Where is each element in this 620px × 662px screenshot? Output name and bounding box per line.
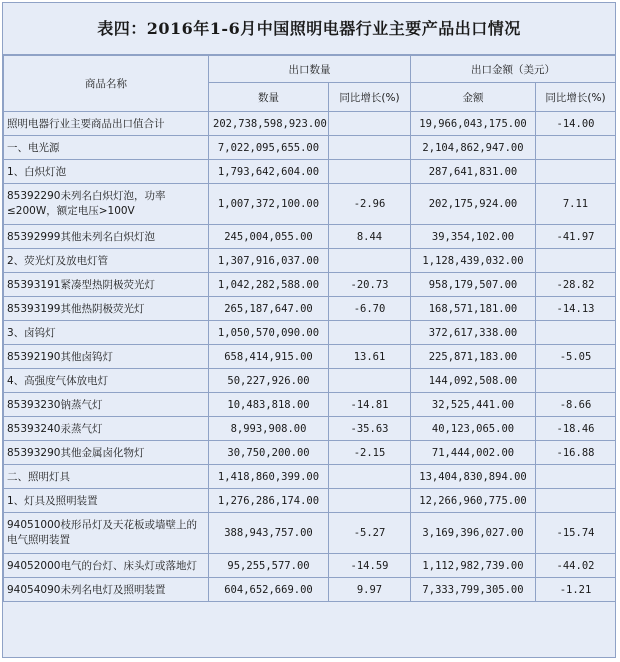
table-row: [4, 249, 616, 273]
amount-cell: 168,571,181.00: [411, 297, 536, 321]
quantity-growth-cell: -35.63: [329, 417, 411, 441]
quantity-cell: 604,652,669.00: [209, 578, 329, 602]
product-name-cell: 94052000电气的台灯、床头灯或落地灯: [4, 554, 209, 578]
amount-cell: 7,333,799,305.00: [411, 578, 536, 602]
quantity-cell: 658,414,915.00: [209, 345, 329, 369]
table-row: [4, 184, 616, 225]
header-export-amount: 出口金额（美元）: [411, 56, 616, 83]
table-row: [4, 417, 616, 441]
quantity-cell: 95,255,577.00: [209, 554, 329, 578]
amount-growth-cell: -44.02: [536, 554, 616, 578]
quantity-growth-cell: [329, 489, 411, 513]
product-name-cell: 94051000枝形吊灯及天花板或墙壁上的电气照明装置: [4, 513, 209, 554]
quantity-growth-cell: -2.96: [329, 184, 411, 225]
quantity-cell: 8,993,908.00: [209, 417, 329, 441]
quantity-cell: 1,418,860,399.00: [209, 465, 329, 489]
table-row: [4, 465, 616, 489]
amount-cell: 1,128,439,032.00: [411, 249, 536, 273]
quantity-growth-cell: [329, 321, 411, 345]
table-body: [4, 112, 616, 602]
product-name-cell: 85393240汞蒸气灯: [4, 417, 209, 441]
header-quantity-growth: 同比增长(%): [329, 83, 411, 112]
amount-cell: 12,266,960,775.00: [411, 489, 536, 513]
amount-growth-cell: -14.00: [536, 112, 616, 136]
product-name-cell: 1、灯具及照明装置: [4, 489, 209, 513]
amount-growth-cell: -15.74: [536, 513, 616, 554]
amount-growth-cell: [536, 369, 616, 393]
quantity-growth-cell: [329, 249, 411, 273]
quantity-growth-cell: 9.97: [329, 578, 411, 602]
table-row: [4, 441, 616, 465]
product-name-cell: 2、荧光灯及放电灯管: [4, 249, 209, 273]
amount-cell: 32,525,441.00: [411, 393, 536, 417]
amount-growth-cell: 7.11: [536, 184, 616, 225]
export-table-document: [2, 2, 616, 658]
product-name-cell: 照明电器行业主要商品出口值合计: [4, 112, 209, 136]
product-name-cell: 85393230钠蒸气灯: [4, 393, 209, 417]
product-name-cell: 3、卤钨灯: [4, 321, 209, 345]
product-name-cell: 1、白炽灯泡: [4, 160, 209, 184]
quantity-cell: 1,007,372,100.00: [209, 184, 329, 225]
product-name-cell: 85392999其他未列名白炽灯泡: [4, 225, 209, 249]
amount-growth-cell: [536, 489, 616, 513]
amount-growth-cell: [536, 465, 616, 489]
amount-cell: 40,123,065.00: [411, 417, 536, 441]
header-quantity: 数量: [209, 83, 329, 112]
quantity-cell: 388,943,757.00: [209, 513, 329, 554]
quantity-growth-cell: -20.73: [329, 273, 411, 297]
quantity-cell: 7,022,095,655.00: [209, 136, 329, 160]
amount-cell: 225,871,183.00: [411, 345, 536, 369]
product-name-cell: 85392190其他卤钨灯: [4, 345, 209, 369]
amount-growth-cell: -28.82: [536, 273, 616, 297]
product-name-cell: 85393290其他金属卤化物灯: [4, 441, 209, 465]
product-name-cell: 94054090未列名电灯及照明装置: [4, 578, 209, 602]
quantity-cell: 50,227,926.00: [209, 369, 329, 393]
amount-cell: 13,404,830,894.00: [411, 465, 536, 489]
quantity-growth-cell: [329, 112, 411, 136]
product-name-cell: 85392290未列名白炽灯泡，功率≤200W，额定电压>100V: [4, 184, 209, 225]
quantity-growth-cell: [329, 465, 411, 489]
amount-growth-cell: -1.21: [536, 578, 616, 602]
amount-growth-cell: [536, 136, 616, 160]
quantity-cell: 10,483,818.00: [209, 393, 329, 417]
quantity-cell: 265,187,647.00: [209, 297, 329, 321]
amount-cell: 19,966,043,175.00: [411, 112, 536, 136]
amount-growth-cell: -8.66: [536, 393, 616, 417]
table-row: [4, 345, 616, 369]
quantity-growth-cell: -5.27: [329, 513, 411, 554]
table-row: [4, 578, 616, 602]
amount-cell: 144,092,508.00: [411, 369, 536, 393]
table-row: [4, 160, 616, 184]
amount-growth-cell: [536, 249, 616, 273]
amount-growth-cell: -16.88: [536, 441, 616, 465]
quantity-cell: 1,276,286,174.00: [209, 489, 329, 513]
header-amount-growth: 同比增长(%): [536, 83, 616, 112]
quantity-cell: 1,793,642,604.00: [209, 160, 329, 184]
amount-growth-cell: -41.97: [536, 225, 616, 249]
table-row: [4, 136, 616, 160]
export-table: [3, 55, 616, 602]
table-title: 表四：2016年1-6月中国照明电器行业主要产品出口情况: [3, 3, 615, 55]
product-name-cell: 二、照明灯具: [4, 465, 209, 489]
product-name-cell: 85393191紧凑型热阴极荧光灯: [4, 273, 209, 297]
quantity-growth-cell: 13.61: [329, 345, 411, 369]
amount-cell: 71,444,002.00: [411, 441, 536, 465]
quantity-cell: 1,307,916,037.00: [209, 249, 329, 273]
amount-cell: 958,179,507.00: [411, 273, 536, 297]
table-row: [4, 225, 616, 249]
quantity-growth-cell: -6.70: [329, 297, 411, 321]
amount-cell: 1,112,982,739.00: [411, 554, 536, 578]
amount-cell: 39,354,102.00: [411, 225, 536, 249]
quantity-growth-cell: -2.15: [329, 441, 411, 465]
table-row: [4, 393, 616, 417]
table-row: [4, 112, 616, 136]
table-row: [4, 554, 616, 578]
amount-growth-cell: [536, 321, 616, 345]
table-row: [4, 513, 616, 554]
quantity-growth-cell: -14.81: [329, 393, 411, 417]
product-name-cell: 85393199其他热阴极荧光灯: [4, 297, 209, 321]
quantity-growth-cell: [329, 136, 411, 160]
table-row: [4, 489, 616, 513]
quantity-growth-cell: [329, 369, 411, 393]
amount-cell: 372,617,338.00: [411, 321, 536, 345]
table-row: [4, 297, 616, 321]
header-amount: 金额: [411, 83, 536, 112]
quantity-cell: 30,750,200.00: [209, 441, 329, 465]
table-row: [4, 369, 616, 393]
amount-growth-cell: -18.46: [536, 417, 616, 441]
amount-cell: 2,104,862,947.00: [411, 136, 536, 160]
amount-growth-cell: -14.13: [536, 297, 616, 321]
amount-cell: 202,175,924.00: [411, 184, 536, 225]
product-name-cell: 一、电光源: [4, 136, 209, 160]
quantity-cell: 245,004,055.00: [209, 225, 329, 249]
amount-cell: 287,641,831.00: [411, 160, 536, 184]
table-row: [4, 273, 616, 297]
quantity-cell: 1,050,570,090.00: [209, 321, 329, 345]
quantity-growth-cell: 8.44: [329, 225, 411, 249]
quantity-cell: 202,738,598,923.00: [209, 112, 329, 136]
quantity-growth-cell: -14.59: [329, 554, 411, 578]
amount-cell: 3,169,396,027.00: [411, 513, 536, 554]
product-name-cell: 4、高强度气体放电灯: [4, 369, 209, 393]
header-product-name: 商品名称: [4, 56, 209, 112]
quantity-growth-cell: [329, 160, 411, 184]
table-row: [4, 321, 616, 345]
amount-growth-cell: [536, 160, 616, 184]
header-row-1: [4, 56, 616, 83]
header-export-quantity: 出口数量: [209, 56, 411, 83]
amount-growth-cell: -5.05: [536, 345, 616, 369]
quantity-cell: 1,042,282,588.00: [209, 273, 329, 297]
